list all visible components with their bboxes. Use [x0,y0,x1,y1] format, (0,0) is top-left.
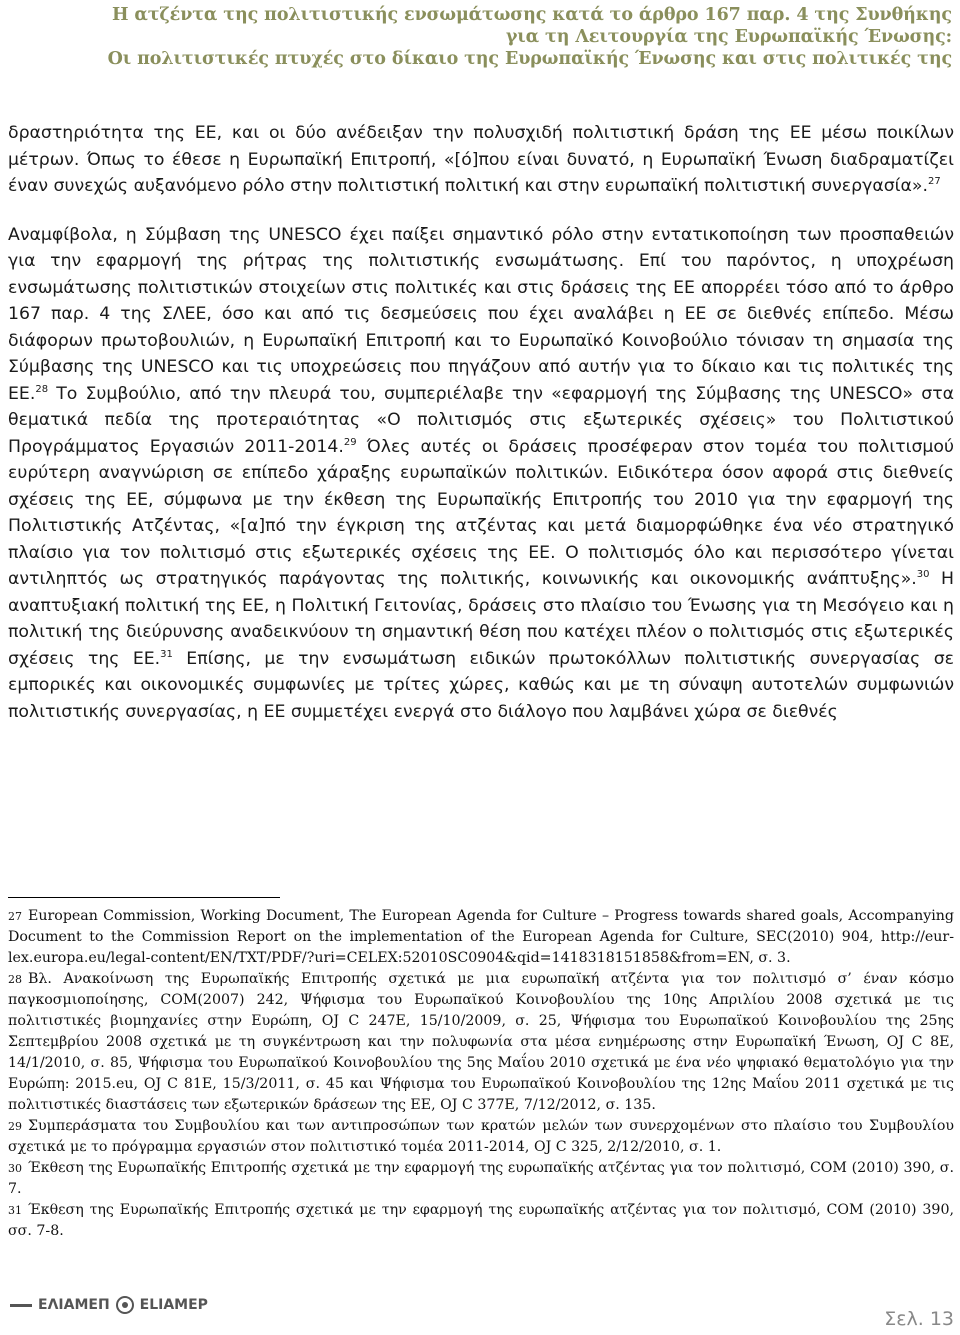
footnote-ref-27[interactable]: 27 [928,176,941,188]
footnote-text: Έκθεση της Ευρωπαϊκής Επιτροπής σχετικά με την εφαρμογή της ευρωπαϊκής ατζέντας για τον πολιτισμό, COM (2010) 390, σ. 7. [8,1160,954,1197]
footnote-ref-30[interactable]: 30 [916,569,930,581]
footnote-ref-31[interactable]: 31 [160,648,173,660]
footnote-29 [8,1116,954,1158]
paragraph-2-text-a: Αναμφίβολα, η Σύμβαση της UNESCO έχει παίξει σημαντικό ρόλο στην εντατικοποίηση των προσπαθειών για την εφαρμογή της ρήτρας της πολιτιστικής ενσωμάτωσης. Επί του παρόντος, η υποχρέωση ενσωμάτωσης πολιτιστικών στοιχείων στις πολιτικές και στις δράσεις της ΕΕ απορρέει τόσο από το άρθρο 167 παρ. 4 της ΣΛΕΕ, όσο και από τις δεσμεύσεις που έχει αναλάβει η ΕΕ σε διεθνές επίπεδο. Μέσω διάφορων πρωτοβουλιών, η Ευρωπαϊκή Επιτροπή και το Ευρωπαϊκό Κοινοβούλιο τόνισαν τη σημασία της Σύμβασης της UNESCO και τις υποχρεώσεις που πηγάζουν από αυτήν για το δίκαιο και τις πολιτικές της ΕΕ. [8,224,954,404]
footnote-30 [8,1158,954,1200]
footnote-ref-28[interactable]: 28 [35,383,49,395]
paragraph-1 [8,120,954,200]
paragraph-2-text-d: Η αναπτυξιακή πολιτική της ΕΕ, η Πολιτική Γειτονίας, δράσεις στο πλαίσιο του Ένωσης για τη Μεσόγειο και η πολιτική της διεύρυνσης αναδεικνύουν τη σημαντική θέση που κατέχει πλέον ο πολιτισμός στις εξωτερικές σχέσεις της ΕΕ. [8,569,954,669]
footnote-number: 28 [8,973,22,986]
header-line-2: για τη Λειτουργία της Ευρωπαϊκής Ένωσης: [505,27,952,47]
paragraph-2-text-b: Το Συμβούλιο, από την πλευρά του, συμπεριέλαβε την «εφαρμογή της Σύμβασης της UNESCO» στα θεματικά πεδία της προτεραιότητας «Ο πολιτισμός στις εξωτερικές σχέσεις» του Πολιτιστικού Προγράμματος Εργασιών 2011-2014. [8,383,954,457]
paragraph-2-text-e: Επίσης, με την ενσωμάτωση ειδικών πρωτοκόλλων πολιτιστικής συνεργασίας σε εμπορικές και οικονομικές συμφωνίες με τρίτες χώρες, καθώς και με τη σύναψη αυτοτελών συμφωνιών πολιτιστικής συνεργασίας, η ΕΕ συμμετέχει ενεργά στο διάλογο που λαμβάνει χώρα σε διεθνές [8,648,954,722]
footnote-separator [8,897,280,898]
paragraph-1-text: δραστηριότητα της ΕΕ, και οι δύο ανέδειξαν την πολυσχιδή πολιτιστική δράση της ΕΕ μέσω ποικίλων μέτρων. Όπως το έθεσε η Ευρωπαϊκή Επιτροπή, «[ό]που είναι δυνατό, η Ευρωπαϊκή Ένωση διαδραματίζει έναν συνεχώς αυξανόμενο ρόλο στην πολιτιστική πολιτική και στην ευρωπαϊκή πολιτιστική συνεργασία». [8,123,954,196]
footnote-text: European Commission, Working Document, The European Agenda for Culture – Progress towards shared goals, Accompanying Document to the Commission Report on the implementation of the European Agenda for Culture, SEC(2010) 904, http://eur-lex.europa.eu/legal-content/EN/TXT/PDF/?uri=CELEX:52010SC0904&qid=1418318151858&from=EN, σ. 3. [8,908,954,966]
paragraph-2-text-c: Όλες αυτές οι δράσεις προσέφεραν στον τομέα του πολιτισμού ευρύτερη αναγνώριση σε επίπεδο χάραξης ευρωπαϊκών πολιτικών. Ειδικότερα όσον αφορά στις διεθνείς σχέσεις της ΕΕ, σύμφωνα με την έκθεση της Ευρωπαϊκής Επιτροπής του 2010 για την εφαρμογή της Πολιτιστικής Ατζέντας, «[α]πό την έγκριση της ατζέντας και μετά διαμορφώθηκε ένα νέο στρατηγικό πλαίσιο για τον πολιτισμό στις εξωτερικές σχέσεις της ΕΕ. Ο πολιτισμός όλο και περισσότερο γίνεται αντιληπτός ως στρατηγικός παράγοντας της πολιτικής, κοινωνικής και οικονομικής ανάπτυξης». [8,436,954,589]
footnotes [8,906,954,1242]
running-header [0,4,952,70]
footnote-27 [8,906,954,969]
eliamep-emblem-icon [116,1296,134,1314]
logo-text-greek: ΕΛΙΑΜΕΠ [38,1297,110,1313]
footnote-text: Συμπεράσματα του Συμβουλίου και των αντιπροσώπων των κρατών μελών των συνερχομένων στο πλαίσιο του Συμβουλίου σχετικά με το πρόγραμμα εργασιών στον πολιτιστικό τομέα 2011-2014, OJ C 325, 2/12/2010, σ. 1. [8,1118,954,1155]
body-text [8,120,954,725]
footnote-ref-29[interactable]: 29 [343,436,357,448]
footnote-number: 30 [8,1162,22,1175]
footnote-text: Έκθεση της Ευρωπαϊκής Επιτροπής σχετικά με την εφαρμογή της ευρωπαϊκής ατζέντας για τον πολιτισμό, COM (2010) 390, σσ. 7-8. [8,1202,954,1239]
header-line-1: Η ατζέντα της πολιτιστικής ενσωμάτωσης κατά το άρθρο 167 παρ. 4 της Συνθήκης [111,5,952,25]
logo-text-latin: ELIAMEP [139,1297,208,1313]
page-number: Σελ. 13 [884,1308,954,1330]
footnote-number: 29 [8,1120,22,1133]
logo-dash [10,1304,32,1307]
footnote-text: Βλ. Ανακοίνωση της Ευρωπαϊκής Επιτροπής σχετικά με μια ευρωπαϊκή ατζέντα για τον πολιτισμό σ’ έναν κόσμο παγκοσμιοποίησης, COM(2007) 242, Ψήφισμα του Ευρωπαϊκού Κοινοβουλίου της 10ης Απριλίου 2008 σχετικά με τις πολιτιστικές βιομηχανίες στην Ευρώπη, OJ C 247E, 15/10/2009, σ. 25, Ψήφισμα του Ευρωπαϊκού Κοινοβουλίου της 25ης Σεπτεμβρίου 2008 σχετικά με τη συγκέντρωση και την πολυφωνία στα μέσα ενημέρωσης στην Ευρωπαϊκή Ένωση, OJ C 8E, 14/1/2010, σ. 85, Ψήφισμα του Ευρωπαϊκού Κοινοβουλίου της 5ης Μαΐου 2010 σχετικά με ένα νέο ψηφιακό θεματολόγιο για την Ευρώπη: 2015.eu, OJ C 81E, 15/3/2011, σ. 45 και Ψήφισμα του Ευρωπαϊκού Κοινοβουλίου της 12ης Μαΐου 2011 σχετικά με τις πολιτιστικές διαστάσεις των εξωτερικών δράσεων της ΕΕ, OJ C 377E, 7/12/2012, σ. 135. [8,971,954,1113]
footnote-number: 27 [8,910,22,923]
eliamep-logo [10,1293,208,1317]
header-line-3: Οι πολιτιστικές πτυχές στο δίκαιο της Ευρωπαϊκής Ένωσης και στις πολιτικές της [107,49,952,69]
footnote-31 [8,1200,954,1242]
paragraph-2 [8,222,954,726]
footnote-28 [8,969,954,1116]
footnote-number: 31 [8,1204,22,1217]
